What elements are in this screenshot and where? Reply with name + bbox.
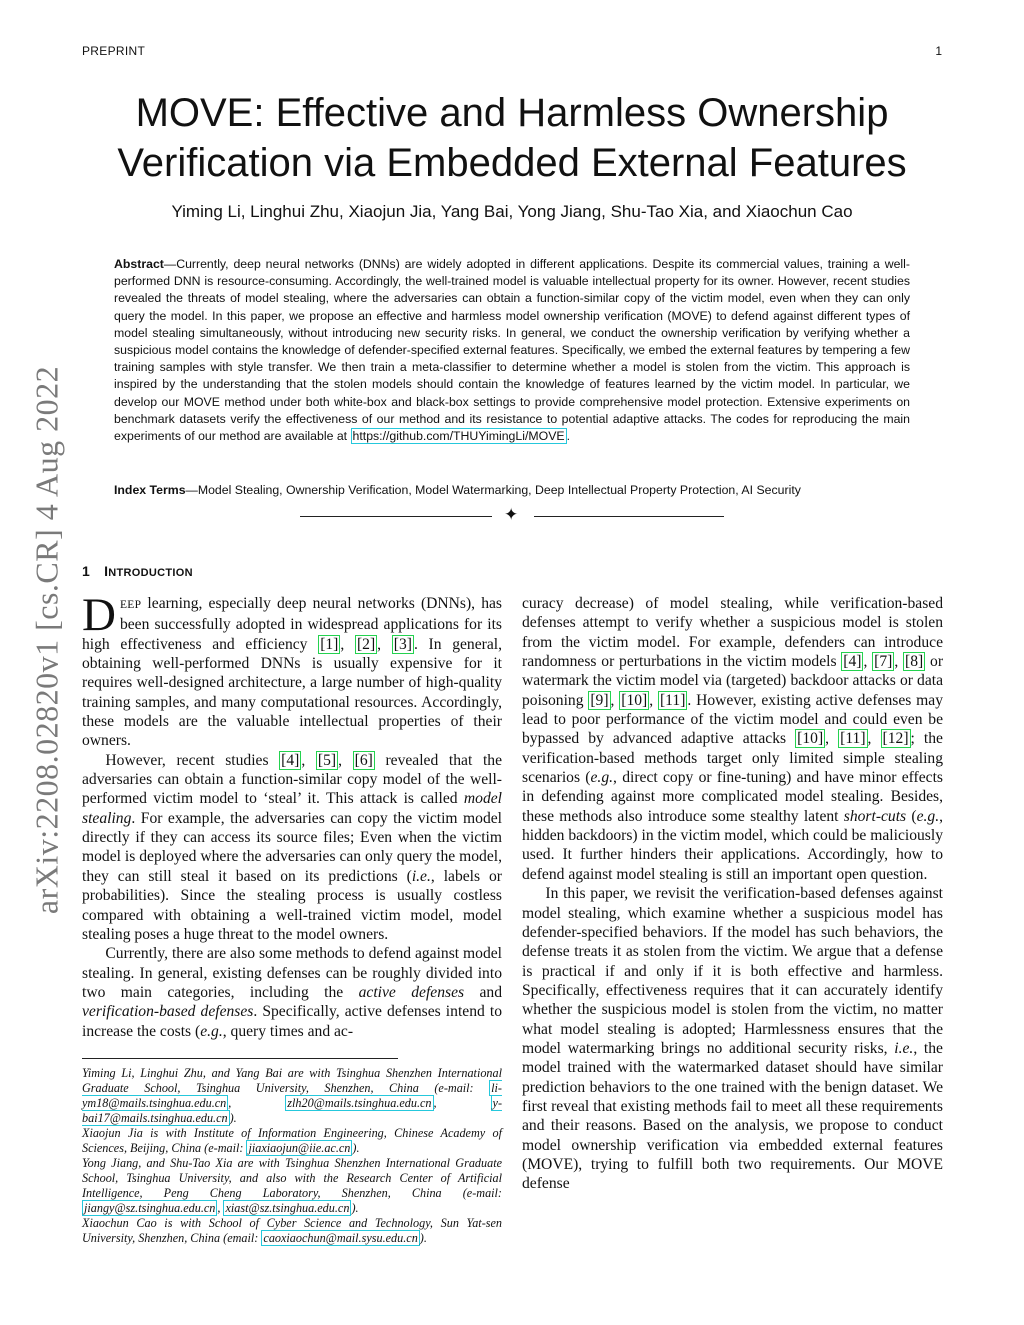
text-run: Xiaojun Jia is with Institute of Information Engineering, Chinese Academy of Sciences, Beijing, China (e-mail:: [82, 1126, 502, 1155]
title-line-1: MOVE: Effective and Harmless Ownership: [135, 91, 889, 135]
citation-link[interactable]: [2]: [356, 635, 376, 653]
citation-link[interactable]: [12]: [882, 730, 909, 748]
footnote: [82, 1066, 502, 1126]
paragraph: [522, 884, 943, 1194]
emphasis: active defenses: [358, 983, 465, 1001]
divider-line-right: [534, 516, 724, 517]
text-run: ,: [610, 691, 620, 709]
email-link[interactable]: zlh20@mails.tsinghua.edu.cn: [287, 1096, 432, 1110]
citation-link[interactable]: [7]: [874, 653, 893, 671]
title-line-2: Verification via Embedded External Features: [117, 141, 907, 185]
footnote-rule: [82, 1058, 398, 1059]
running-header: PREPRINT: [82, 44, 146, 58]
footnotes: [82, 1066, 502, 1246]
emphasis: e.g.: [590, 769, 614, 787]
text-run: , query times and ac-: [222, 1022, 354, 1040]
drop-cap: D: [82, 589, 116, 641]
section-number: 1: [82, 563, 91, 579]
text-run: ).: [351, 1201, 359, 1215]
text-run: ,: [433, 1096, 491, 1110]
arxiv-identifier-stamp[interactable]: arXiv:2208.02820v1 [cs.CR] 4 Aug 2022: [28, 365, 65, 915]
text-run: ,: [649, 691, 658, 709]
divider-line-left: [300, 516, 492, 517]
email-link[interactable]: y-bai17@mails.tsinghua.edu.cn: [82, 1096, 503, 1125]
citation-link[interactable]: [10]: [797, 730, 824, 748]
page-number: 1: [935, 44, 942, 58]
email-link[interactable]: jiangy@sz.tsinghua.edu.cn: [84, 1201, 216, 1215]
emphasis: short-cuts: [843, 807, 907, 825]
text-run: ,: [825, 730, 839, 748]
email-link[interactable]: jiaxiaojun@iie.ac.cn: [248, 1141, 351, 1155]
text-run: ).: [229, 1111, 237, 1125]
footnote: [82, 1156, 502, 1216]
abstract-label: Abstract: [114, 257, 164, 271]
index-terms-text: —Model Stealing, Ownership Verification, Model Watermarking, Deep Intellectual Property Protection, AI Security: [185, 483, 801, 497]
github-link[interactable]: https://github.com/THUYimingLi/MOVE: [352, 429, 565, 444]
text-run: , the model trained with the watermarked dataset should have similar prediction behaviors to the one trained with the benign dataset. We first reveal that existing methods fail to meet all these requirements and their reasons. Based on the analysis, we propose to conduct model ownership verification via embedded external features (MOVE), trying to fulfill both two requirements. Our MOVE defense: [522, 1039, 943, 1193]
citation-link[interactable]: [11]: [659, 691, 686, 709]
section-heading-introduction: [82, 563, 193, 579]
text-run: ,: [377, 635, 392, 653]
text-run: Xiaochun Cao is with School of Cyber Science and Technology, Sun Yat-sen University, Shenzhen, China (email:: [82, 1216, 502, 1245]
section-divider: [300, 505, 724, 524]
text-run: Currently, there are also some methods to defend against model stealing. In general, existing defenses can be roughly divided into two main categories, including the: [82, 945, 502, 1001]
emphasis: i.e.: [411, 867, 431, 885]
text-run: ,: [894, 653, 904, 671]
author-list: Yiming Li, Linghui Zhu, Xiaojun Jia, Yang Bai, Yong Jiang, Shu-Tao Xia, and Xiaochun Cao: [171, 202, 853, 221]
text-run: and: [464, 983, 502, 1001]
section-title-initial: I: [104, 563, 109, 579]
text-run: ,: [867, 730, 881, 748]
text-run: . For example, the adversaries can copy the victim model directly if they can access its source files; Even when the victim model is deployed where the adversaries can only query the model, they can still steal it based on its predictions (: [82, 809, 502, 885]
email-link[interactable]: xiast@sz.tsinghua.edu.cn: [225, 1201, 350, 1215]
citation-link[interactable]: [10]: [621, 691, 648, 709]
citation-link[interactable]: [6]: [354, 751, 373, 769]
text-run: ).: [352, 1141, 360, 1155]
text-run: ; the verification-based methods target only limited simple stealing scenarios (: [522, 730, 943, 787]
citation-link[interactable]: [4]: [281, 751, 300, 769]
emphasis: e.g.: [916, 807, 940, 825]
smallcaps-run: EEP: [119, 599, 142, 611]
text-run: In this paper, we revisit the verification-based defenses against model stealing, which examine whether a suspicious model has defender-specified behaviors. If the model has such behaviors, the defense treats it as stolen from the victim. We argue that a defense is practical if and only if it is both effective and harmless. Specifically, effectiveness requires that it can accurately identify whether the suspicious model is stolen from the victim, no matter what model stealing is adopted; Harmlessness ensures that the model watermarking brings no additional security risks,: [522, 885, 943, 1057]
text-run: ).: [419, 1231, 427, 1245]
divider-star-icon: ✦: [504, 505, 519, 524]
emphasis: i.e.: [894, 1039, 914, 1057]
abstract: [114, 256, 910, 445]
text-run: . Specifically, active defenses intend to increase the costs (: [82, 1003, 502, 1040]
text-run: ,: [863, 653, 873, 671]
citation-link[interactable]: [3]: [393, 635, 412, 653]
text-run: However, recent studies: [105, 751, 280, 769]
citation-link[interactable]: [8]: [905, 653, 924, 671]
abstract-end: .: [566, 429, 571, 444]
paragraph: [82, 944, 502, 1041]
index-terms-label: Index Terms: [114, 483, 186, 497]
left-column: [82, 589, 503, 1041]
paper-title: [82, 88, 942, 188]
emphasis: e.g.: [200, 1022, 223, 1040]
text-run: (: [906, 807, 917, 825]
paragraph: [82, 589, 502, 751]
email-link[interactable]: li-ym18@mails.tsinghua.edu.cn: [82, 1081, 502, 1110]
text-run: Yong Jiang, and Shu-Tao Xia are with Tsinghua Shenzhen International Graduate School, Tsinghua University, and also with the Research Center of Artificial Intelligence, Peng Cheng Laboratory, Shenzhen, China (e-mail:: [82, 1156, 502, 1200]
paragraph: [82, 751, 502, 944]
text-run: , labels or probabilities). Since the stealing process is usually costless compared with obtaining a well-trained victim model, model stealing poses a huge threat to the model owners.: [82, 867, 502, 943]
text-run: or watermark the victim model via (targeted) backdoor attacks or data poisoning: [522, 653, 944, 709]
text-run: ,: [217, 1201, 224, 1215]
abstract-text: —Currently, deep neural networks (DNNs) are widely adopted in different applications. Despite its commercial values, training a well-performed DNN is resource-consuming. Accordingly, the well-trained model is valuable intellectual property for its owner. However, recent studies revealed the threats of model stealing, where the adversaries can obtain a function-similar copy of the victim model, even when they can only query the model. In this paper, we propose an effective and harmless model ownership verification (MOVE) to defend against different types of model stealing simultaneously, without introducing new security risks. In general, we conduct the ownership verification by verifying whether a suspicious model contains the knowledge of defender-specified external features. Specifically, we embed the external features by tempering a few training samples with style transfer. We then train a meta-classifier to determine whether a model is stolen from the victim. This approach is inspired by the understanding that the stolen models should contain the knowledge of features learned by the victim model. In particular, we develop our MOVE method under both white-box and black-box settings to provide comprehensive model protection. Extensive experiments on benchmark datasets verify the effectiveness of our method and its resistance to potential adaptive attacks. The codes for reproducing the main experiments of our method are available at: [114, 257, 910, 444]
text-run: ,: [228, 1096, 286, 1110]
text-run: ,: [338, 751, 353, 769]
emphasis: model stealing: [82, 790, 502, 827]
text-run: curacy decrease) of model stealing, while verification-based defenses attempt to verify whether a suspicious model is stolen from the victim model. For example, defenders can introduce randomness or perturbations in the victim models: [522, 595, 943, 671]
text-run: ,: [301, 751, 316, 769]
paragraph: [522, 594, 943, 884]
citation-link[interactable]: [4]: [843, 653, 862, 671]
citation-link[interactable]: [5]: [317, 751, 337, 769]
text-run: , hidden backdoors) in the victim model, which could be maliciously used. It further hinders their applications. Accordingly, how to defend against model stealing is still an important open question.: [522, 807, 943, 883]
index-terms: [114, 482, 910, 499]
citation-link[interactable]: [9]: [590, 691, 609, 709]
text-run: learning, especially deep neural networks (DNNs), has been successfully adopted in widespread applications for its high effectiveness and efficiency: [82, 595, 502, 653]
text-run: ,: [340, 635, 355, 653]
emphasis: verification-based defenses: [82, 1003, 254, 1021]
text-run: . In general, obtaining well-performed DNNs is usually expensive for it requires well-designed architecture, a large number of high-quality training samples, and many computational resources. Accordingly, these models are the valuable intellectual properties of their owners.: [82, 635, 502, 750]
citation-link[interactable]: [1]: [320, 635, 339, 653]
footnote: [82, 1126, 502, 1156]
text-run: Yiming Li, Linghui Zhu, and Yang Bai are with Tsinghua Shenzhen International Graduate School, Tsinghua University, Shenzhen, China (e-mail:: [82, 1066, 502, 1095]
text-run: , direct copy or fine-tuning) and have minor effects in defending against more complicated model stealing. Besides, these methods also introduce some stealthy latent: [522, 769, 943, 825]
citation-link[interactable]: [11]: [840, 730, 866, 748]
footnote: [82, 1216, 502, 1246]
text-run: . However, existing active defenses may lead to poor performance of the victim model and could even be bypassed by advanced adaptive attacks: [522, 691, 943, 748]
email-link[interactable]: caoxiaochun@mail.sysu.edu.cn: [263, 1231, 418, 1245]
right-column: [522, 594, 943, 1194]
text-run: revealed that the adversaries can obtain a function-similar copy model of the well-performed victim model to ‘steal’ it. This attack is called: [82, 751, 503, 808]
section-title-rest: NTRODUCTION: [108, 567, 193, 579]
